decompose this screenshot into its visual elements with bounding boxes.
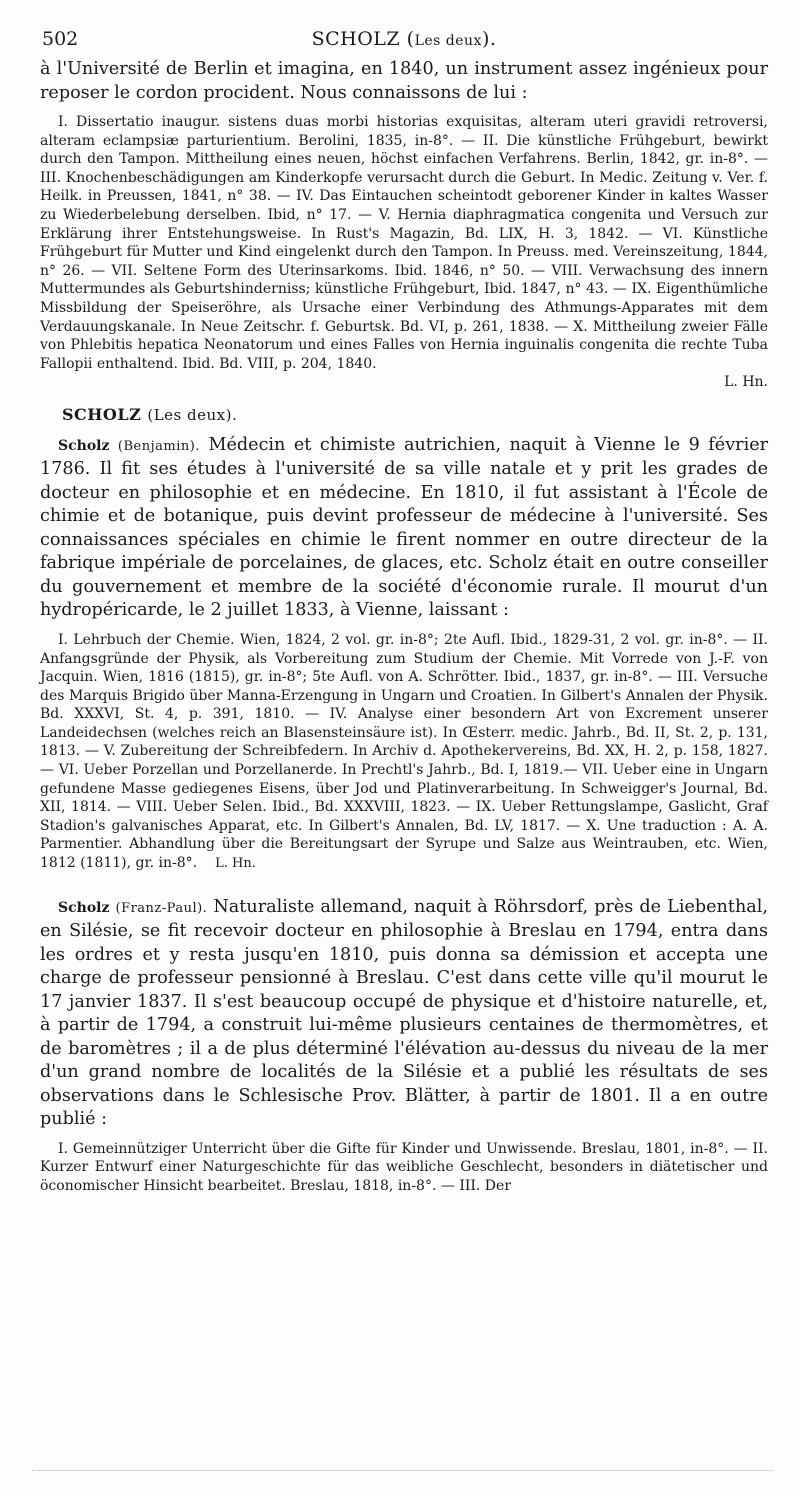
section-heading-small-caps: (Les deux). [147, 405, 238, 424]
running-title-main: SCHOLZ ( [311, 28, 415, 50]
bibliography-text-1 [40, 113, 768, 373]
page-number: 502 [42, 28, 79, 50]
bibliography-block-2 [40, 631, 768, 874]
entry-benjamin-text: Médecin et chimiste autrichien, naquit à Vienne le 9 février 1786. Il fit ses études à l'université de sa ville natale et y prit les grades de docteur en philosophie et en médecine. En 1810, il fut assistant à l'École de chimie et de botanique, puis devint professeur de médecine à l'université. Ses connaissances spéciales en chimie le firent nommer en outre directeur de la fabrique impériale de porcelaines, de glaces, etc. Scholz était en outre conseiller du gouvernement et membre de la société d'économie rurale. Il mourut d'un hydropéricarde, le 2 juillet 1833, à Vienne, laissant : [40, 434, 769, 621]
entry-franz-paul [40, 896, 768, 1132]
bibliography-text-3 [40, 1140, 768, 1196]
entry-benjamin [40, 434, 768, 623]
intro-paragraph: à l'Université de Berlin et imagina, en 1840, un instrument assez ingénieux pour reposer le cordon procident. Nous connaissons de lui : [40, 59, 768, 103]
bibliography-block-3 [40, 1140, 768, 1196]
page-header [40, 28, 768, 58]
signature-1: L. Hn. [724, 374, 768, 391]
scan-bottom-edge [32, 1470, 772, 1473]
section-heading-main: SCHOLZ [62, 404, 142, 424]
bibliography-entries-2: I. Lehrbuch der Chemie. Wien, 1824, 2 vol. gr. in-8°; 2te Aufl. Ibid., 1829-31, 2 vol. gr. in-8°. — II. Anfangsgründe der Physik, als Vorbereitung zum Studium der Chemie. Mit Vorrede von J.-F. von Jacquin. Wien, 1816 (1815), gr. in-8°; 5te Aufl. von A. Schrötter. Ibid., 1837, gr. in-8°. — III. Versuche des Marquis Brigido über Manna-Erzengung in Ungarn und Croatien. In Gilbert's Annalen der Physik. Bd. XXXVI, St. 4, p. 391, 1810. — IV. Analyse einer besondern Art von Excrement unserer Landeidechsen (welches reich an Blasensteinsäure ist). In Œsterr. medic. Jahrb., Bd. II, St. 2, p. 131, 1813. — V. Zubereitung der Schreibfedern. In Archiv d. Apothekervereins, Bd. XX, H. 2, p. 158, 1827. — VI. Ueber Porzellan und Porzellanerde. In Prechtl's Jahrb., Bd. I, 1819.— VII. Ueber eine in Ungarn gefundene Masse gediegenes Eisens, über Jod und Platinverarbeitung. In Schweigger's Journal, Bd. XII, 1814. — VIII. Ueber Selen. Ibid., Bd. XXXVIII, 1823. — IX. Ueber Rettungslampe, Gaslicht, Graf Stadion's galvanisches Apparat, etc. In Gilbert's Annalen, Bd. LV, 1817. — X. Une traduction : A. A. Parmentier. Abhandlung über die Bereitungsart der Syrupe und Salze aus Weintrauben, etc. Wien, 1812 (1811), gr. in-8°. [40, 631, 768, 872]
signature-2: L. Hn. [215, 856, 256, 872]
running-title-end: ). [481, 28, 497, 50]
signature-line-1 [40, 373, 768, 392]
running-title [40, 28, 768, 50]
bibliography-entries-3: I. Gemeinnütziger Unterricht über die Gifte für Kinder und Unwissende. Breslau, 1801, in-8°. — II. Kurzer Entwurf einer Naturgeschichte für das weibliche Geschlecht, besonders in diätetischer und öconomischer Hinsicht bearbeitet. Breslau, 1818, in-8°. — III. Der [40, 1140, 768, 1194]
bibliography-block-1 [40, 113, 768, 392]
entry-benjamin-name: Scholz [58, 437, 110, 454]
entry-franz-name: Scholz [58, 899, 110, 916]
page [40, 28, 768, 1195]
running-title-small-caps: Les deux [414, 33, 482, 49]
entry-benjamin-forename: (Benjamin). [117, 438, 200, 454]
entry-franz-text: Naturaliste allemand, naquit à Röhrsdorf, près de Liebenthal, en Silésie, se fit recevoir docteur en philosophie à Breslau en 1794, entra dans les ordres et y resta jusqu'en 1810, puis donna sa démission et accepta une charge de professeur pensionné à Breslau. C'est dans cette ville qu'il mourut le 17 janvier 1837. Il s'est beaucoup occupé de physique et d'histoire naturelle, et, à partir de 1794, a construit lui-même plusieurs centaines de thermomètres, et de baromètres ; il a de plus déterminé l'élévation au-dessus du niveau de la mer d'un grand nombre de localités de la Silésie et a publié les résultats de ses observations dans le Schlesische Prov. Blätter, à partir de 1801. Il a en outre publié : [40, 896, 768, 1130]
entry-franz-forename: (Franz-Paul). [115, 900, 208, 916]
section-heading [62, 405, 768, 424]
bibliography-text-2 [40, 631, 768, 874]
bibliography-entries-1: I. Dissertatio inaugur. sistens duas morbi historias exquisitas, alteram uteri gravidi retroversi, alteram eclampsiæ parturientium. Berolini, 1835, in-8°. — II. Die künstliche Frühgeburt, bewirkt durch den Tampon. Mittheilung eines neuen, höchst einfachen Verfahrens. Berlin, 1842, gr. in-8°. — III. Knochenbeschädigungen am Kinderkopfe verursacht durch die Geburt. In Medic. Zeitung v. Ver. f. Heilk. in Preussen, 1841, n° 38. — IV. Das Eintauchen scheintodt geborener Kinder in kaltes Wasser zu Wiederbelebung derselben. Ibid, n° 17. — V. Hernia diaphragmatica congenita und Versuch zur Erklärung ihrer Entstehungsweise. In Rust's Magazin, Bd. LIX, H. 3, 1842. — VI. Künstliche Frühgeburt für Mutter und Kind eingelenkt durch den Tampon. In Preuss. med. Vereinszeitung, 1844, n° 26. — VII. Seltene Form des Uterinsarkoms. Ibid. 1846, n° 50. — VIII. Verwachsung des innern Muttermundes als Geburtshinderniss; künstliche Frühgeburt, Ibid. 1847, n° 43. — IX. Eigenthümliche Missbildung der Speiseröhre, als Ursache einer Verbindung des Athmungs-Apparates mit dem Verdauungskanale. In Neue Zeitschr. f. Geburtsk. Bd. VI, p. 261, 1838. — X. Mittheilung zweier Fälle von Phlebitis hepatica Neonatorum und eines Falles von Hernia inguinalis congenita die rechte Tuba Fallopii enthaltend. Ibid. Bd. VIII, p. 204, 1840. [40, 114, 768, 372]
